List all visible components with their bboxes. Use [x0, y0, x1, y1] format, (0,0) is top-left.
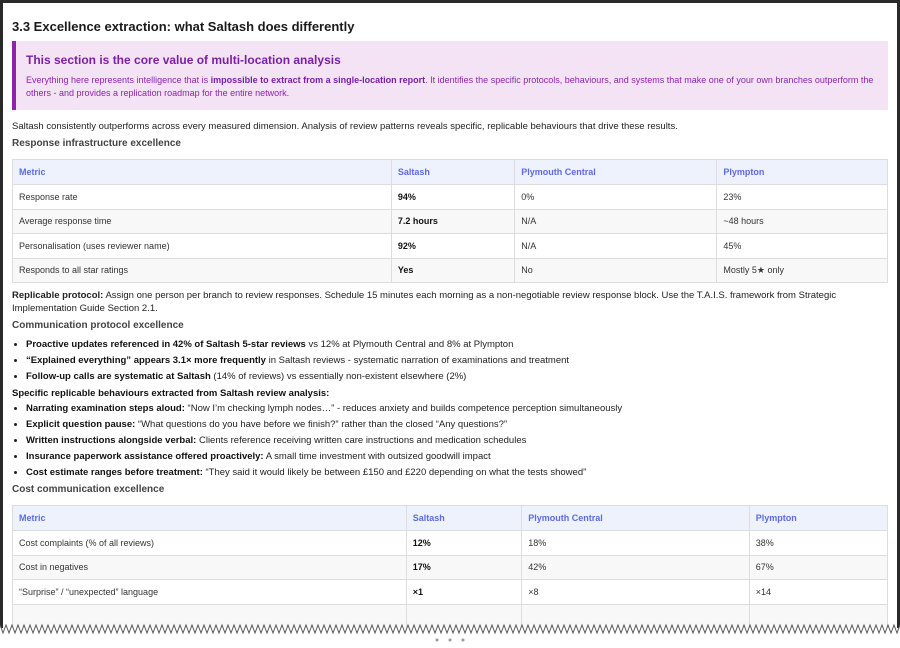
cell-plympton: 45%	[717, 234, 888, 259]
list-item-text: “They said it would likely be between £150 and £220 depending on what the tests showed”	[202, 467, 587, 478]
column-header-saltash: Saltash	[406, 506, 522, 531]
table-row	[13, 258, 888, 283]
column-header-metric: Metric	[13, 506, 407, 531]
cell-plympton: 67%	[749, 555, 887, 580]
cell-saltash: 7.2 hours	[391, 209, 514, 234]
list-item-text: “Now I’m checking lymph nodes…” - reduces anxiety and builds competence perception simultaneously	[184, 403, 623, 414]
table-row	[13, 185, 888, 210]
protocol-text: Assign one person per branch to review responses. Schedule 15 minutes each morning as a non-negotiable review response block. Use the T.A.I.S. framework from Strategic Implementation Guide Section 2.1.	[12, 290, 837, 314]
cell-metric: Responds to all star ratings	[13, 258, 392, 283]
list-item	[26, 353, 888, 369]
page-cut-zigzag	[0, 622, 900, 636]
callout-text-rest: . It identifies the specific protocols, behaviours, and systems that make one of your own branches outperform the others - and provides a replication roadmap for the entire network.	[26, 75, 874, 98]
list-item	[26, 465, 888, 481]
list-item-bold: “Explained everything” appears 3.1× more frequently	[26, 355, 266, 366]
section-title: 3.3 Excellence extraction: what Saltash does differently	[12, 19, 355, 34]
cell-saltash: 12%	[406, 531, 522, 556]
cell-plymouth-central: ×8	[522, 580, 750, 605]
cell-saltash: 17%	[406, 555, 522, 580]
callout-text-lead: Everything here represents intelligence that is	[26, 75, 211, 85]
list-item	[26, 337, 888, 353]
list-item	[26, 369, 888, 385]
list-item-text: (14% of reviews) vs essentially non-existent elsewhere (2%)	[210, 371, 467, 382]
list-item-text: A small time investment with outsized goodwill impact	[263, 451, 491, 462]
intro-paragraph: Saltash consistently outperforms across every measured dimension. Analysis of review patterns reveals specific, replicable behaviours that drive these results.	[12, 121, 678, 132]
list-item-text: in Saltash reviews - systematic narration of examinations and treatment	[265, 355, 570, 366]
cell-plympton: 38%	[749, 531, 887, 556]
cell-saltash: 92%	[391, 234, 514, 259]
list-item-bold: Follow-up calls are systematic at Saltash	[26, 371, 211, 382]
table-row	[13, 580, 888, 605]
column-header-plymouth-central: Plymouth Central	[515, 160, 717, 185]
callout-box	[12, 41, 888, 110]
cell-plymouth-central: N/A	[515, 234, 717, 259]
communication-heading: Communication protocol excellence	[12, 320, 184, 331]
list-item	[26, 417, 888, 433]
cell-metric: Cost in negatives	[13, 555, 407, 580]
cell-plymouth-central: No	[515, 258, 717, 283]
callout-text-bold: impossible to extract from a single-location report	[210, 75, 426, 85]
list-item	[26, 401, 888, 417]
table-header-row	[13, 160, 888, 185]
column-header-plympton: Plympton	[749, 506, 887, 531]
replicable-protocol	[12, 289, 888, 315]
response-table	[12, 159, 888, 283]
column-header-plymouth-central: Plymouth Central	[522, 506, 750, 531]
list-item-text: “What questions do you have before we finish?” rather than the closed “Any questions?”	[135, 419, 508, 430]
column-header-plympton: Plympton	[717, 160, 888, 185]
callout-text	[26, 74, 878, 100]
list-item	[26, 449, 888, 465]
cell-metric: Personalisation (uses reviewer name)	[13, 234, 392, 259]
table-row	[13, 555, 888, 580]
cell-metric: Cost complaints (% of all reviews)	[13, 531, 407, 556]
callout-title: This section is the core value of multi-location analysis	[26, 53, 341, 67]
cell-metric: “Surprise” / “unexpected” language	[13, 580, 407, 605]
cell-saltash: ×1	[406, 580, 522, 605]
response-heading: Response infrastructure excellence	[12, 138, 181, 149]
cell-plympton: Mostly 5★ only	[717, 258, 888, 283]
list-item	[26, 433, 888, 449]
list-item-text: Clients reference receiving written care instructions and medication schedules	[196, 435, 527, 446]
cell-plympton: ~48 hours	[717, 209, 888, 234]
cell-plympton: ×14	[749, 580, 887, 605]
cell-saltash: Yes	[391, 258, 514, 283]
cost-table	[12, 505, 888, 628]
protocol-label: Replicable protocol:	[12, 290, 104, 301]
cell-plympton: 23%	[717, 185, 888, 210]
behaviours-heading: Specific replicable behaviours extracted from Saltash review analysis:	[12, 388, 330, 399]
column-header-metric: Metric	[13, 160, 392, 185]
column-header-saltash: Saltash	[391, 160, 514, 185]
list-item-bold: Proactive updates referenced in 42% of Saltash 5-star reviews	[26, 339, 306, 350]
cell-plymouth-central: N/A	[515, 209, 717, 234]
communication-list	[12, 337, 888, 385]
cell-plymouth-central: 42%	[522, 555, 750, 580]
list-item-bold: Narrating examination steps aloud:	[26, 403, 185, 414]
table-row	[13, 531, 888, 556]
list-item-bold: Insurance paperwork assistance offered proactively:	[26, 451, 264, 462]
list-item-bold: Written instructions alongside verbal:	[26, 435, 197, 446]
cell-metric: Response rate	[13, 185, 392, 210]
behaviours-list	[12, 401, 888, 481]
list-item-bold: Explicit question pause:	[26, 419, 136, 430]
cell-plymouth-central: 0%	[515, 185, 717, 210]
cell-saltash: 94%	[391, 185, 514, 210]
more-content-dots-icon	[432, 636, 472, 644]
document-content	[3, 19, 897, 628]
table-row	[13, 209, 888, 234]
list-item-text: vs 12% at Plymouth Central and 8% at Plympton	[305, 339, 514, 350]
table-header-row	[13, 506, 888, 531]
table-row	[13, 234, 888, 259]
cost-heading: Cost communication excellence	[12, 484, 165, 495]
cell-plymouth-central: 18%	[522, 531, 750, 556]
list-item-bold: Cost estimate ranges before treatment:	[26, 467, 203, 478]
cell-metric: Average response time	[13, 209, 392, 234]
